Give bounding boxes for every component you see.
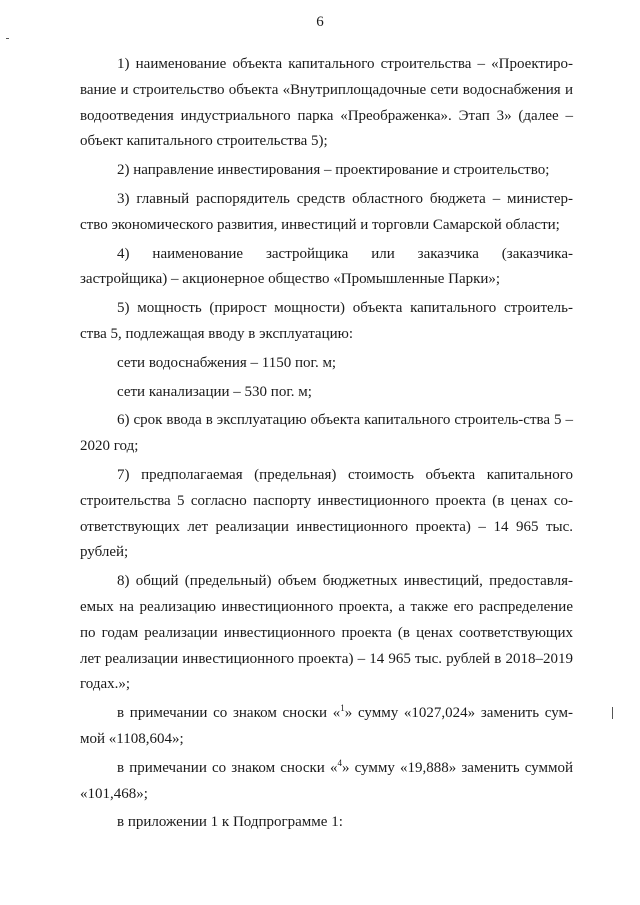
paragraph-2: 2) направление инвестирования – проектирование и строительство; [117,162,550,179]
paragraph-5: 5) мощность (прирост мощности) объекта капитального строитель-ства 5, подлежащая вводу в эксплуатацию: [80,300,573,342]
note-4-text-before: в примечании со знаком сноски « [117,759,338,776]
paragraph-3: 3) главный распорядитель средств областного бюджета – министер-ство экономического развития, инвестиций и торговли Самарской области; [80,190,573,233]
note-1-footnote-mark: 1 [340,703,345,714]
footnote-note-1 [80,701,573,753]
appendix-line: в приложении 1 к Подпрограмме 1: [117,814,343,831]
scan-mark-left [6,38,9,39]
note-4-text-after: » сумму «19,888» заменить суммой «101,468»; [80,759,573,802]
document-body [80,52,573,836]
note-1-text-after: » сумму «1027,024» заменить сум-мой «1108,604»; [80,705,573,747]
footnote-note-4 [80,756,573,808]
paragraph-4-line-1: 4) наименование застройщика или заказчика (заказчика- [117,245,573,262]
paragraph-1: 1) наименование объекта капитального строительства – «Проектиро-вание и строительство объекта «Внутриплощадочные сети водоснабжения и водоотведения индустриального парка «Преображенка». Этап 3» (далее – объект капитального строительства 5); [80,56,573,150]
note-1-text-before: в примечании со знаком сноски « [117,705,341,722]
note-4-footnote-mark: 4 [337,757,342,768]
paragraph-8: 8) общий (предельный) объем бюджетных инвестиций, предоставля-емых на реализацию инвестиционного проекта, а также его распределение по годам реализации инвестиционного проекта (в ценах соответствующих лет реализации инвестиционного проекта) – 14 965 тыс. рублей в 2018–2019 годах.»; [80,573,573,693]
page-number: 6 [316,14,324,30]
paragraph-6: 6) срок ввода в эксплуатацию объекта капитального строитель-ства 5 – 2020 год; [80,412,573,455]
scan-mark-right [612,707,613,719]
paragraph-5-water-supply: сети водоснабжения – 1150 пог. м; [117,354,337,371]
paragraph-4-line-2: застройщика) – акционерное общество «Промышленные Парки»; [80,271,501,288]
paragraph-7: 7) предполагаемая (предельная) стоимость объекта капитального строительства 5 согласно паспорту инвестиционного проекта (в ценах со-ответствующих лет реализации инвестиционного проекта) – 14 965 тыс. рублей; [80,466,573,561]
paragraph-5-sewerage: сети канализации – 530 пог. м; [117,383,312,400]
